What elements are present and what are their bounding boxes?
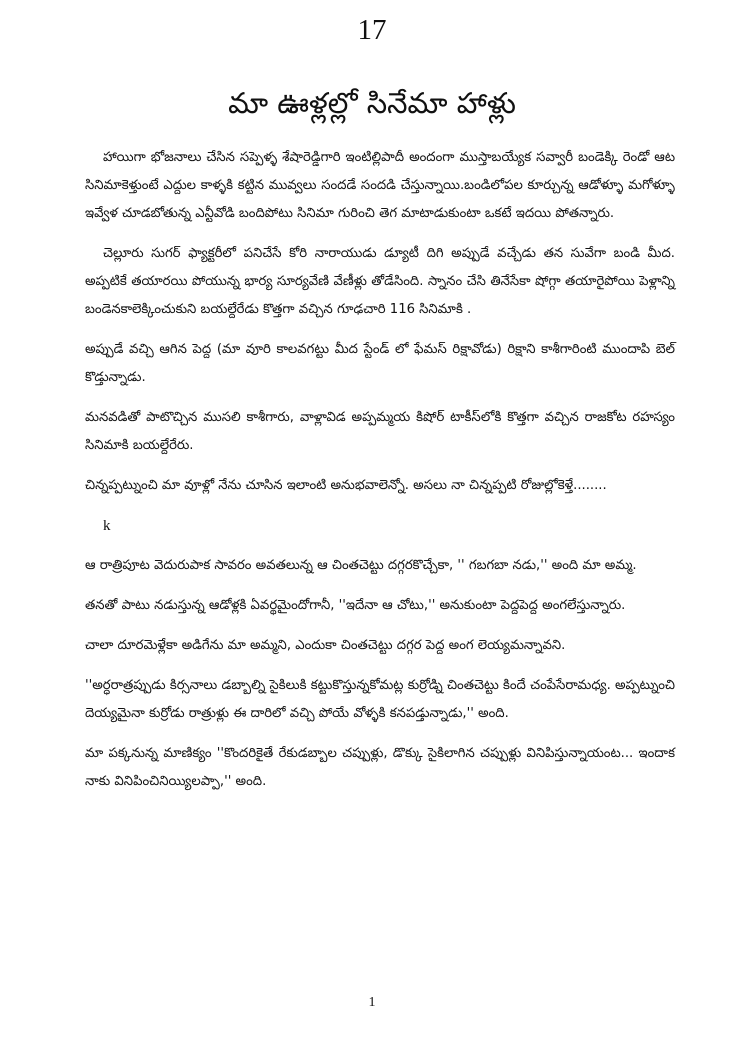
chapter-number: 17 xyxy=(357,14,387,46)
page-number: 1 xyxy=(368,995,376,1010)
body-text xyxy=(85,144,675,808)
paragraph: ఆ రాత్రిపూట వెదురుపాక సావరం అవతలున్న ఆ చింతచెట్టు దగ్గరకొచ్చేకా, '' గబగబా నడు,'' అంది మా అమ్మ. xyxy=(85,558,637,573)
paragraph: హాయిగా భోజనాలు చేసిన సప్పెళ్ళ శేషారెడ్డిగారి ఇంటిల్లిపాదీ అందంగా ముస్తాబయ్యేక సవ్వారీ బండెక్కి రెండో ఆట సినిమాకెళ్తుంటే ఎద్దుల కాళ్ళకి కట్టిన మువ్వలు సందడే సందడి చేస్తున్నాయి.బండిలోపల కూర్చున్న ఆడోళ్ళూ మగోళ్ళూ ఇవ్వేళ చూడబోతున్న ఎన్టీవోడి బందిపోటు సినిమా గురించి తెగ మాటాడుకుంటా ఒకటే ఇదయి పోతన్నారు. xyxy=(85,150,675,221)
paragraph: ''అర్ధరాత్రప్పుడు కిర్సనాలు డబ్బాల్ని సైకిలుకి కట్టుకొస్తున్నకోమట్ల కుర్రోడ్ని చింతచెట్టు కిందే చంపేసేరామధ్య. అప్పట్నుంచి దెయ్యమైనా కుర్రోడు రాత్రుళ్లు ఈ దారిలో వచ్చి పోయే వోళ్ళకి కనపడ్తున్నాడు,'' అంది. xyxy=(85,678,675,721)
paragraph: అప్పుడే వచ్చి ఆగిన పెద్ద (మా వూరి కాలవగట్టు మీద స్టేండ్ లో ఫేమస్ రిక్షావోడు) రిక్షాని కాశీగారింటి ముందాపి బెల్ కొడ్తున్నాడు. xyxy=(85,342,675,385)
paragraph: మనవడితో పాటొచ్చిన ముసలి కాశీగారు, వాళ్లావిడ అప్పమ్మయ కిషోర్ టాకీస్‌లోకి కొత్తగా వచ్చిన రాజకోట రహస్యం సినిమాకి బయల్దేరేరు. xyxy=(85,410,675,453)
chapter-title: మా ఊళ్లల్లో సినేమా హాళ్లు xyxy=(228,86,516,120)
paragraph: మా పక్కనున్న మాణిక్యం ''కొందరికైతే రేకుడబ్బాల చప్పుళ్లు, డొక్కు సైకిలాగిన చప్పుళ్లు వినిపిస్తున్నాయంట... ఇందాక నాకు వినిపించినియ్యిలప్పా,'' అంది. xyxy=(85,746,675,789)
paragraph: తనతో పాటు నడుస్తున్న ఆడోళ్లకి ఏవర్థమైందోగానీ, ''ఇదేనా ఆ చోటు,'' అనుకుంటా పెద్దపెద్ద అంగలేస్తున్నారు. xyxy=(85,598,626,613)
paragraph: చాలా దూరమెళ్లేకా అడిగేను మా అమ్మని, ఎందుకా చింతచెట్టు దగ్గర పెద్ద అంగ లెయ్యమన్నావని. xyxy=(85,638,566,653)
scene-break-marker: k xyxy=(103,518,111,534)
paragraph: చిన్నప్పట్నుంచి మా వూళ్లో నేను చూసిన ఇలాంటి అనుభవాలెన్నో. అసలు నా చిన్నప్పటి రోజుల్లోకెళ్తే........ xyxy=(85,478,607,493)
paragraph: చెల్లూరు సుగర్ ఫ్యాక్టరీలో పనిచేసే కోరి నారాయుడు డ్యూటీ దిగి అప్పుడే వచ్చేడు తన సువేగా బండి మీద. అప్పటికే తయారయి పోయున్న భార్య సూర్యవేణి వేణీళ్లు తోడేసింది. స్నానం చేసి తినేసేకా షోగ్గా తయారైపోయి పెళ్లాన్ని బండెనకాలెక్కించుకుని బయల్దేరేడు కొత్తగా వచ్చిన గూఢచారి 116 సినిమాకి . xyxy=(85,246,675,317)
